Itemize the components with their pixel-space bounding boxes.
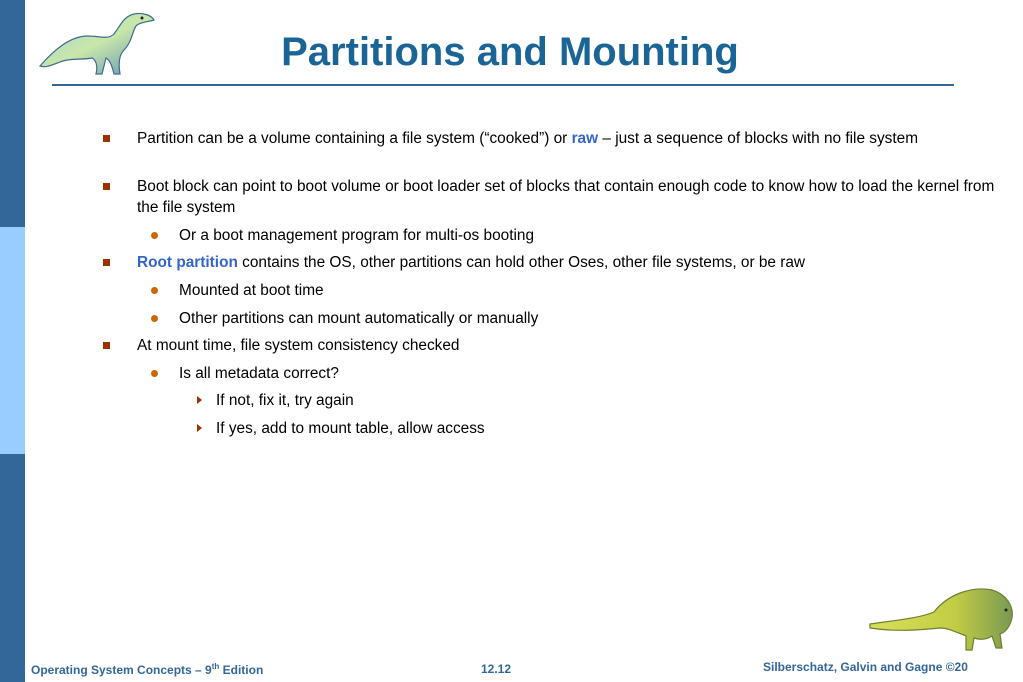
bullet-item	[137, 176, 1007, 218]
bullet-text: Partition can be a volume containing a file system (“cooked”) or	[137, 130, 572, 147]
slide-title: Partitions and Mounting	[281, 30, 739, 74]
footer-page-number: 12.12	[481, 662, 512, 676]
bullet-item	[216, 418, 996, 439]
square-bullet-icon	[103, 135, 110, 142]
highlighted-term: Root partition	[137, 254, 238, 271]
arrow-bullet-icon	[197, 396, 202, 404]
dot-bullet-icon	[151, 315, 158, 322]
bullet-text: Or a boot management program for multi-os booting	[179, 227, 535, 244]
bullet-item	[137, 252, 1007, 273]
bullet-item	[216, 390, 996, 411]
bullet-item	[179, 280, 999, 301]
bullet-text: contains the OS, other partitions can hold other Oses, other file systems, or be raw	[237, 254, 806, 271]
bullet-text: If yes, add to mount table, allow access	[216, 420, 485, 437]
bullet-item	[179, 363, 999, 384]
dot-bullet-icon	[151, 232, 158, 239]
footer-book-title	[31, 662, 263, 677]
square-bullet-icon	[103, 342, 110, 349]
bullet-text: If not, fix it, try again	[216, 392, 354, 409]
bullet-text: Is all metadata correct?	[179, 365, 339, 382]
bullet-item	[179, 308, 999, 329]
square-bullet-icon	[103, 183, 110, 190]
highlighted-term: raw	[571, 130, 599, 147]
bullet-text: Other partitions can mount automatically or manually	[179, 310, 539, 327]
bullet-item	[137, 128, 1007, 149]
bullet-text: Boot block can point to boot volume or boot loader set of blocks that contain enough code to know how to load the kernel from the file system	[137, 178, 995, 216]
dot-bullet-icon	[151, 370, 158, 377]
square-bullet-icon	[103, 259, 110, 266]
dot-bullet-icon	[151, 287, 158, 294]
footer-book-suffix: Edition	[219, 663, 264, 677]
bullet-text: – just a sequence of blocks with no file system	[598, 130, 919, 147]
footer-book-prefix: Operating System Concepts – 9	[31, 663, 212, 677]
bullet-text: At mount time, file system consistency checked	[137, 337, 460, 354]
arrow-bullet-icon	[197, 424, 202, 432]
dinosaur-icon	[868, 584, 1016, 654]
footer-book-sup: th	[211, 662, 220, 671]
bullet-item	[179, 225, 999, 246]
bullet-item	[137, 335, 1007, 356]
bullet-text: Mounted at boot time	[179, 282, 324, 299]
footer-copyright: Silberschatz, Galvin and Gagne ©20	[763, 660, 968, 674]
